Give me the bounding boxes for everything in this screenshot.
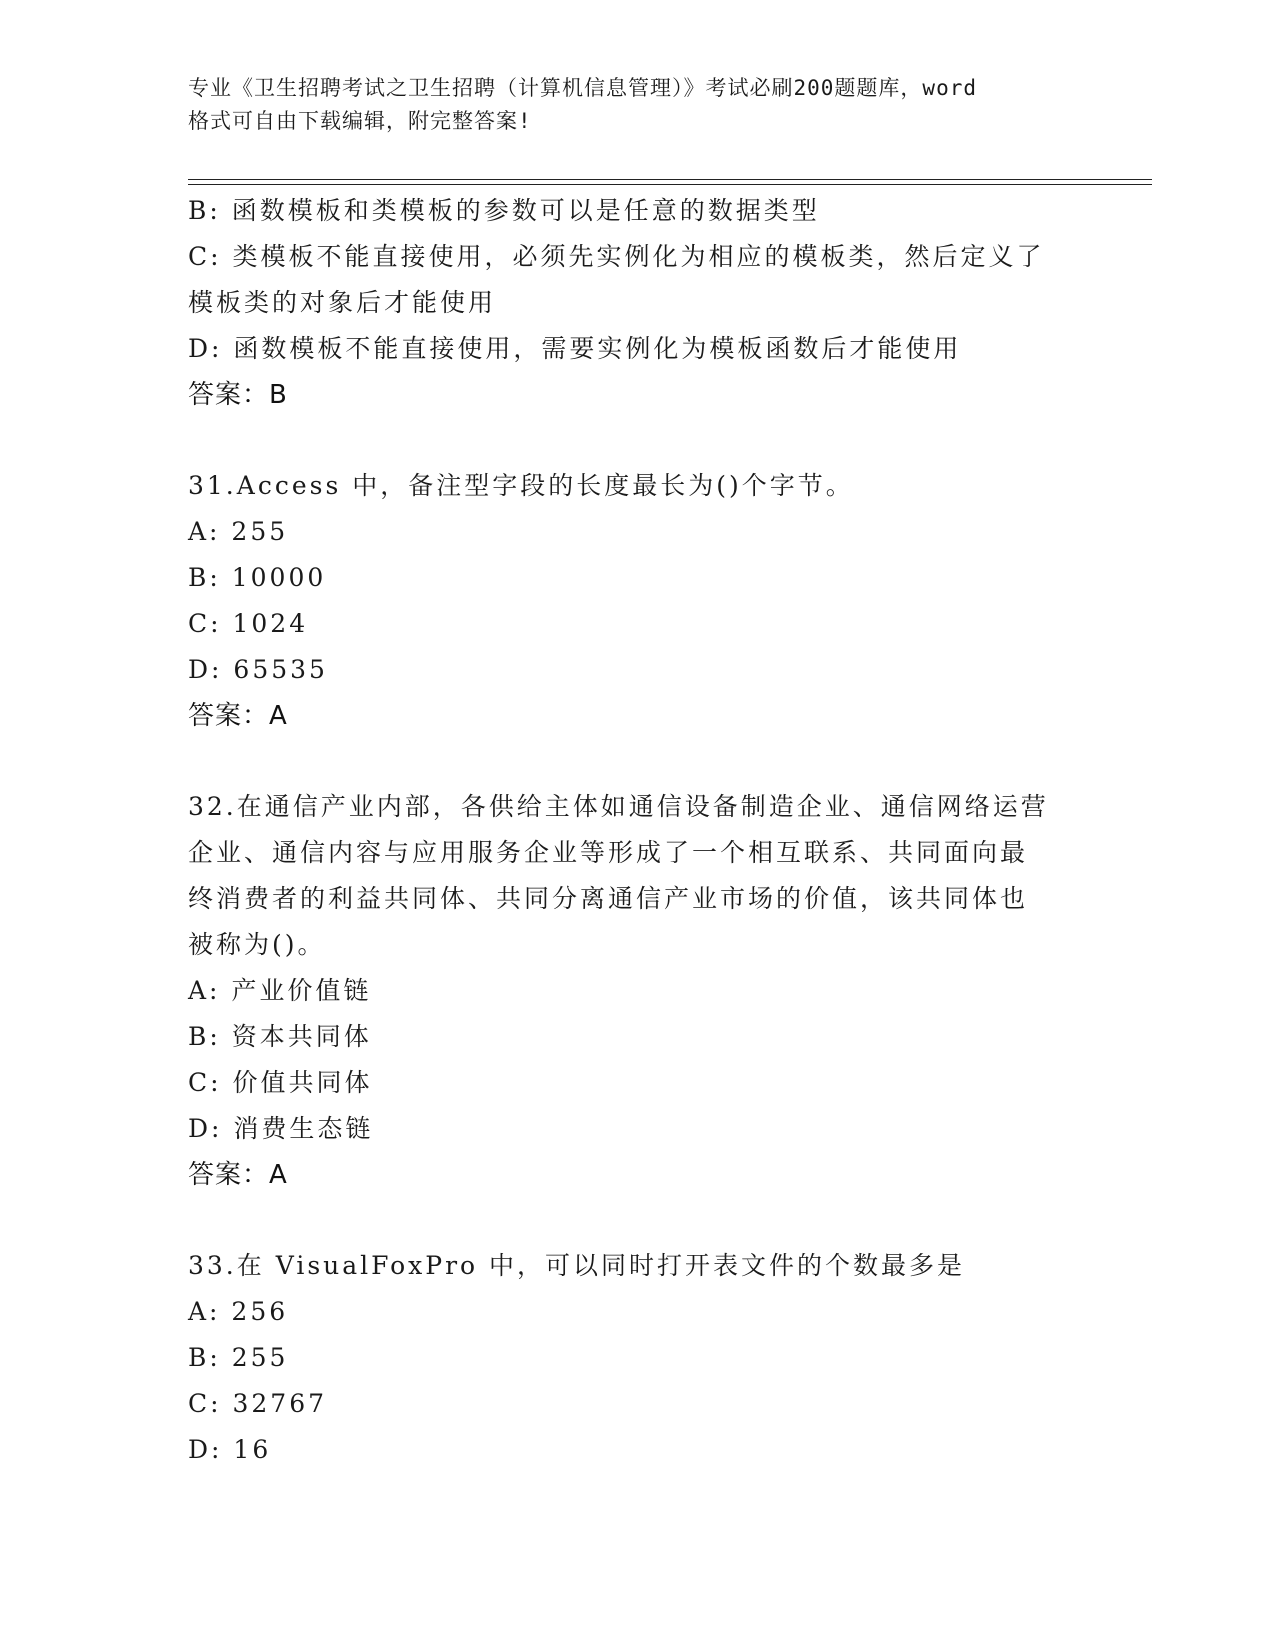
- question-stem: 31.Access 中，备注型字段的长度最长为()个字节。: [188, 471, 854, 500]
- header-title-line-2: 格式可自由下载编辑，附完整答案!: [188, 109, 532, 133]
- answer-label: 答案：A: [188, 701, 288, 731]
- option-d: D: 消费生态链: [188, 1114, 374, 1143]
- option-b: B: 255: [188, 1343, 289, 1372]
- option-c: C: 价值共同体: [188, 1068, 373, 1097]
- question-stem: 33.在 VisualFoxPro 中，可以同时打开表文件的个数最多是: [188, 1251, 966, 1280]
- option-d: D: 65535: [188, 655, 328, 684]
- option-a: A: 256: [188, 1297, 289, 1326]
- spacer: [188, 1198, 1088, 1243]
- option-d: D: 16: [188, 1435, 272, 1464]
- option-c: C: 32767: [188, 1389, 328, 1418]
- option-a: A: 产业价值链: [188, 976, 372, 1005]
- header-divider-top: [188, 179, 1152, 180]
- question-list: [188, 188, 1088, 1473]
- document-header: [188, 72, 1088, 138]
- spacer: [188, 418, 1088, 463]
- option-d: D: 函数模板不能直接使用，需要实例化为模板函数后才能使用: [188, 334, 962, 363]
- header-title-line-1: 专业《卫生招聘考试之卫生招聘（计算机信息管理）》考试必刷200题题库，word: [188, 76, 977, 100]
- question-block-31: [188, 463, 1088, 739]
- option-a: A: 255: [188, 517, 289, 546]
- header-divider-bottom: [188, 184, 1152, 185]
- question-block-32: [188, 784, 1088, 1198]
- option-b: B: 10000: [188, 563, 327, 592]
- question-stem-continued: 企业、通信内容与应用服务企业等形成了一个相互联系、共同面向最: [188, 838, 1029, 867]
- question-block-33: [188, 1243, 1088, 1473]
- option-b: B: 资本共同体: [188, 1022, 372, 1051]
- option-c: C: 类模板不能直接使用，必须先实例化为相应的模板类，然后定义了: [188, 242, 1045, 271]
- option-c-continued: 模板类的对象后才能使用: [188, 288, 497, 317]
- answer-label: 答案：A: [188, 1160, 288, 1190]
- question-block-prev: [188, 188, 1088, 418]
- answer-label: 答案：B: [188, 380, 288, 410]
- question-stem-continued: 被称为()。: [188, 930, 326, 959]
- option-b: B: 函数模板和类模板的参数可以是任意的数据类型: [188, 196, 820, 225]
- spacer: [188, 739, 1088, 784]
- question-stem-continued: 终消费者的利益共同体、共同分离通信产业市场的价值，该共同体也: [188, 884, 1029, 913]
- question-stem: 32.在通信产业内部，各供给主体如通信设备制造企业、通信网络运营: [188, 792, 1049, 821]
- option-c: C: 1024: [188, 609, 309, 638]
